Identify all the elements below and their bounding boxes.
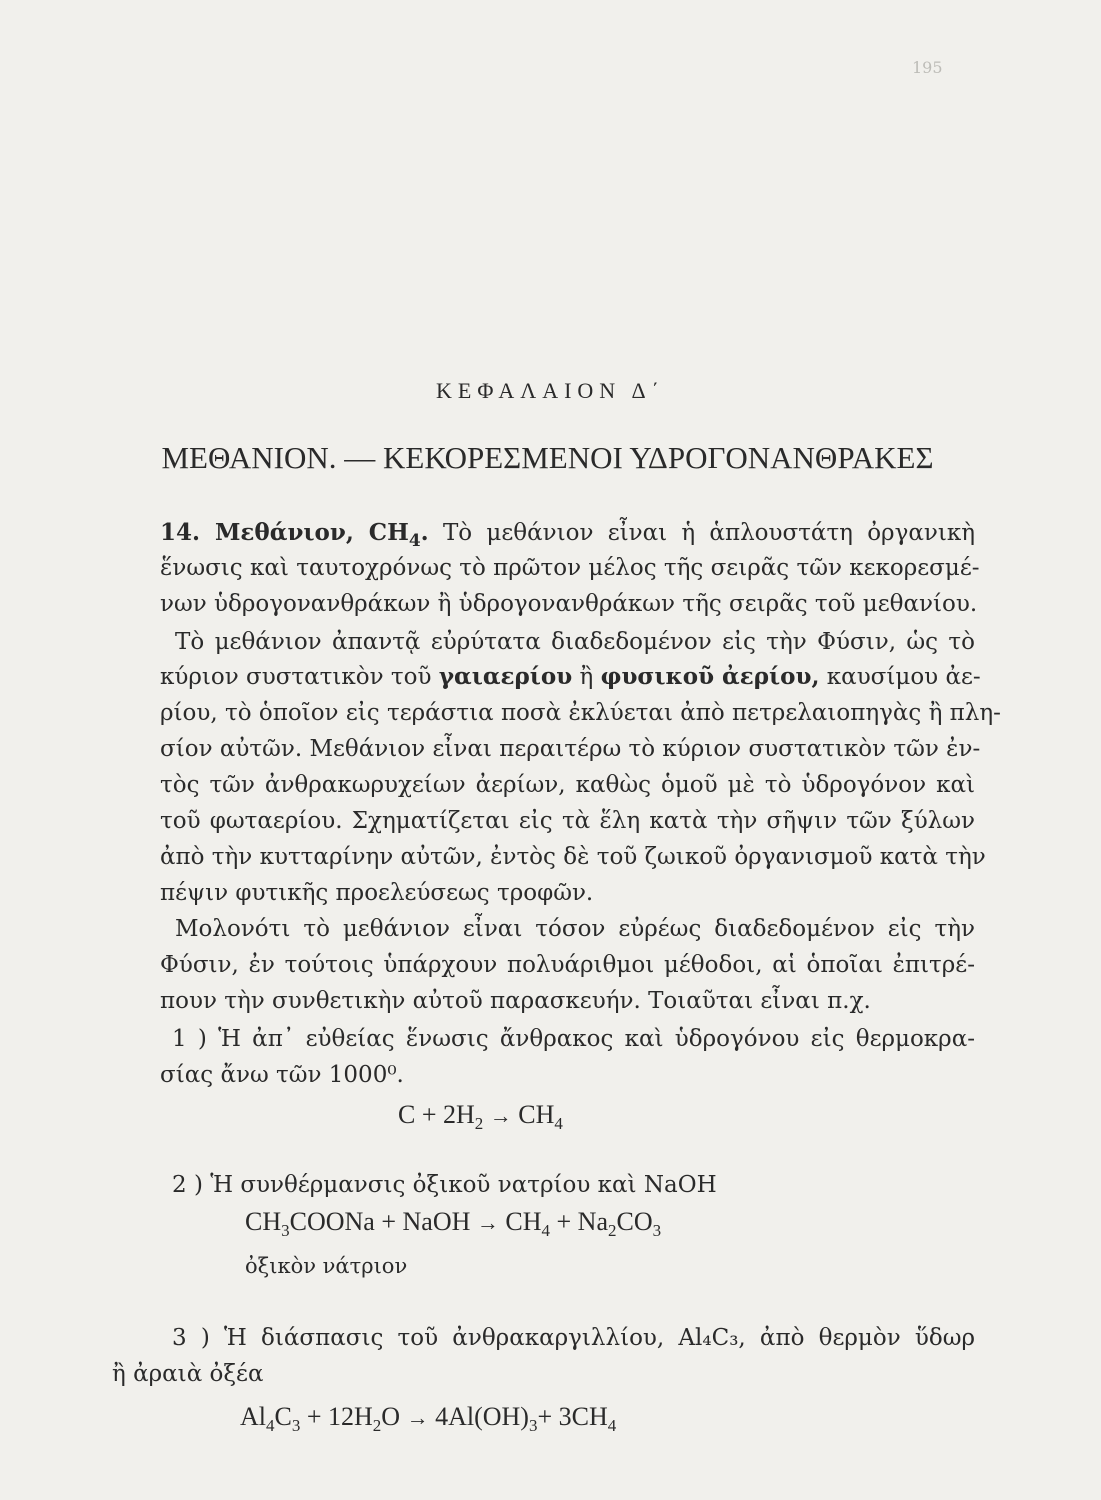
paragraph-line: νων ὑδρογονανθράκων ἢ ὑδρογονανθράκων τῆς σειρᾶς τοῦ μεθανίου. [160, 591, 978, 617]
paragraph-line [160, 515, 975, 551]
paragraph-line: ἀπὸ τὴν κυτταρίνην αὐτῶν, ἐντὸς δὲ τοῦ ζωικοῦ ὀργανισμοῦ κατὰ τὴν [160, 844, 986, 870]
equation-2-note: ὀξικὸν νάτριον [245, 1254, 408, 1278]
section-heading: 14. Μεθάνιον, $CH_4$. [160, 519, 429, 551]
reaction-arrow-icon: → [406, 1405, 429, 1430]
paragraph-line: τὸς τῶν ἀνθρακωρυχείων ἀερίων, καθὼς ὁμοῦ μὲ τὸ ὑδρογόνον καὶ [160, 772, 975, 798]
paragraph-text: Τὸ μεθάνιον εἶναι ἡ ἁπλουστάτη ὀργανικὴ [442, 520, 975, 546]
paragraph-line: πουν τὴν συνθετικὴν αὐτοῦ παρασκευήν. Τοιαῦται εἶναι π.χ. [160, 988, 871, 1014]
term-fysiko-aerio: φυσικοῦ ἀερίου, [600, 663, 820, 690]
chapter-heading: ΚΕΦΑΛΑΙΟΝ Δ΄ [436, 378, 665, 403]
equation-2: $CH_3COONa$ + NaOH → $CH_4 + Na_2CO_3$ [245, 1207, 662, 1240]
page-title: ΜΕΘΑΝΙΟΝ. — ΚΕΚΟΡΕΣΜΕΝΟΙ ΥΔΡΟΓΟΝΑΝΘΡΑΚΕΣ [161, 440, 934, 475]
paragraph-line: πέψιν φυτικῆς προελεύσεως τροφῶν. [160, 880, 594, 906]
equation-1: $C + 2H_2 \to CH_4$ [398, 1100, 563, 1133]
reaction-arrow-icon: → [476, 1210, 499, 1235]
paragraph-line: Τὸ μεθάνιον ἀπαντᾷ εὐρύτατα διαδεδομένον εἰς τὴν Φύσιν, ὡς τὸ [175, 629, 975, 655]
reaction-arrow-icon: → [489, 1103, 512, 1128]
equation-3: $Al_4C_3 + 12H_2O \to 4Al(OH)_3+ 3CH_4$ [240, 1402, 617, 1435]
paragraph-line: ρίου, τὸ ὁποῖον εἰς τεράστια ποσὰ ἐκλύεται ἀπὸ πετρελαιοπηγὰς ἢ πλη- [160, 700, 1001, 726]
page-number: 195 [912, 58, 943, 77]
paragraph-line: Φύσιν, ἐν τούτοις ὑπάρχουν πολυάριθμοι μέθοδοι, αἱ ὁποῖαι ἐπιτρέ- [160, 952, 975, 978]
method-2-line: 2 ) Ἡ συνθέρμανσις ὀξικοῦ νατρίου καὶ NaOH [172, 1172, 717, 1198]
paragraph-line: σίον αὐτῶν. Μεθάνιον εἶναι περαιτέρω τὸ κύριον συστατικὸν τῶν ἐν- [160, 736, 981, 762]
method-3-line: ἢ ἀραιὰ ὀξέα [112, 1361, 264, 1387]
paragraph-line: τοῦ φωταερίου. Σχηματίζεται εἰς τὰ ἕλη κατὰ τὴν σῆψιν τῶν ξύλων [160, 808, 975, 834]
paragraph-line: ἕνωσις καὶ ταυτοχρόνως τὸ πρῶτον μέλος τῆς σειρᾶς τῶν κεκορεσμέ- [160, 555, 980, 581]
method-1-line: 1 ) Ἡ ἀπ᾽ εὐθείας ἕνωσις ἄνθρακος καὶ ὑδρογόνου εἰς θερμοκρα- [172, 1026, 975, 1052]
term-gaiaerion: γαιαερίου [438, 663, 573, 690]
method-1-line: σίας ἄνω τῶν 1000⁰. [160, 1062, 404, 1088]
paragraph-line: κύριον συστατικὸν τοῦ γαιαερίου ἢ φυσικοῦ ἀερίου, καυσίμου ἀε- [160, 663, 981, 690]
method-3-line: 3 ) Ἡ διάσπασις τοῦ ἀνθρακαργιλλίου, Al₄C₃, ἀπὸ θερμὸν ὕδωρ [172, 1325, 975, 1351]
paragraph-line: Μολονότι τὸ μεθάνιον εἶναι τόσον εὐρέως διαδεδομένον εἰς τὴν [175, 916, 975, 942]
